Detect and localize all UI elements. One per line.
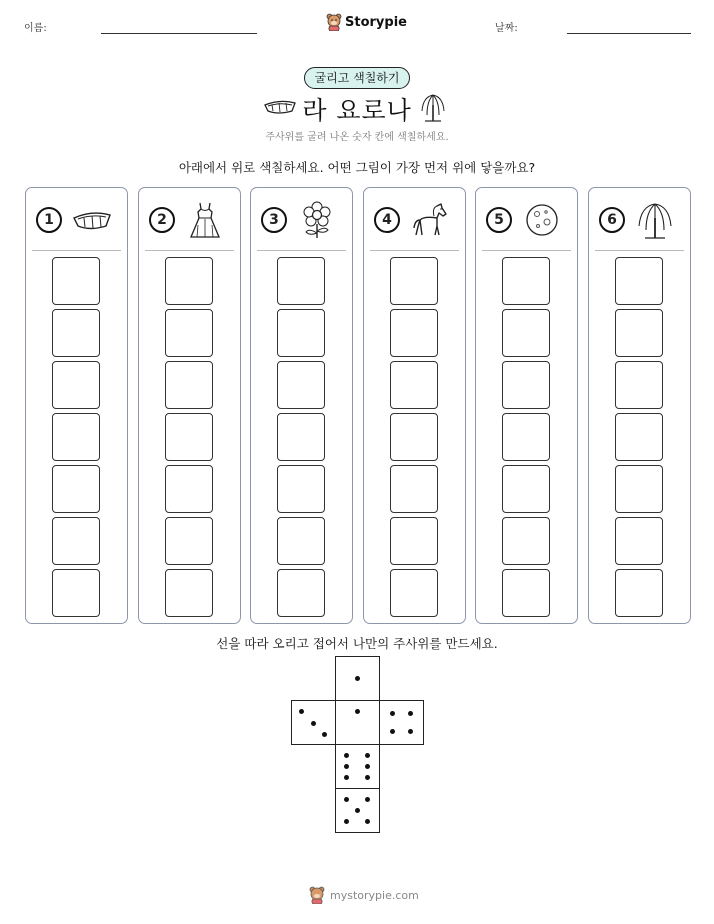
color-box[interactable] bbox=[390, 309, 438, 357]
color-box[interactable] bbox=[52, 517, 100, 565]
color-box[interactable] bbox=[502, 257, 550, 305]
color-box[interactable] bbox=[277, 517, 325, 565]
pip bbox=[365, 753, 370, 758]
brand-name: Storypie bbox=[345, 14, 407, 30]
date-field[interactable] bbox=[567, 33, 691, 34]
color-box[interactable] bbox=[502, 569, 550, 617]
name-label: 이름: bbox=[24, 23, 47, 34]
moon-icon bbox=[522, 200, 562, 240]
willow-tree-icon bbox=[635, 200, 675, 240]
pip bbox=[365, 764, 370, 769]
pip bbox=[390, 711, 395, 716]
column-divider bbox=[595, 250, 684, 251]
pip bbox=[408, 729, 413, 734]
die-face-five bbox=[335, 788, 380, 833]
column-number: 6 bbox=[599, 207, 625, 233]
color-box[interactable] bbox=[502, 517, 550, 565]
color-box[interactable] bbox=[615, 413, 663, 461]
column-number: 3 bbox=[261, 207, 287, 233]
color-box[interactable] bbox=[165, 257, 213, 305]
horse-icon bbox=[410, 200, 450, 240]
activity-badge: 굴리고 색칠하기 bbox=[304, 67, 411, 89]
color-box[interactable] bbox=[390, 361, 438, 409]
name-field[interactable] bbox=[101, 33, 257, 34]
pip bbox=[365, 775, 370, 780]
subtitle: 주사위를 굴려 나온 숫자 칸에 색칠하세요. bbox=[265, 132, 449, 143]
pip bbox=[344, 797, 349, 802]
race-column-3 bbox=[250, 187, 353, 624]
color-box[interactable] bbox=[277, 257, 325, 305]
color-box[interactable] bbox=[502, 465, 550, 513]
pip bbox=[311, 721, 316, 726]
die-face-four bbox=[379, 700, 424, 745]
bear-mascot-icon bbox=[326, 13, 342, 31]
willow-tree-icon bbox=[419, 91, 447, 123]
color-box[interactable] bbox=[52, 569, 100, 617]
pip bbox=[365, 819, 370, 824]
color-box[interactable] bbox=[502, 361, 550, 409]
color-box[interactable] bbox=[165, 569, 213, 617]
pip bbox=[344, 753, 349, 758]
color-box[interactable] bbox=[615, 309, 663, 357]
brand-logo bbox=[326, 13, 407, 31]
die-face-one bbox=[335, 656, 380, 701]
color-box[interactable] bbox=[615, 257, 663, 305]
date-label: 날짜: bbox=[495, 23, 518, 34]
color-box[interactable] bbox=[390, 465, 438, 513]
color-box[interactable] bbox=[502, 309, 550, 357]
color-box[interactable] bbox=[390, 257, 438, 305]
color-box[interactable] bbox=[502, 413, 550, 461]
color-box[interactable] bbox=[615, 465, 663, 513]
pip bbox=[408, 711, 413, 716]
column-divider bbox=[257, 250, 346, 251]
color-box[interactable] bbox=[52, 413, 100, 461]
column-divider bbox=[145, 250, 234, 251]
race-column-6 bbox=[588, 187, 691, 624]
color-box[interactable] bbox=[277, 361, 325, 409]
color-box[interactable] bbox=[52, 361, 100, 409]
color-box[interactable] bbox=[277, 413, 325, 461]
column-number: 2 bbox=[149, 207, 175, 233]
boat-icon bbox=[72, 200, 112, 240]
footer-url[interactable]: mystorypie.com bbox=[330, 888, 419, 902]
column-number: 5 bbox=[486, 207, 512, 233]
die-face-six bbox=[335, 744, 380, 789]
color-box[interactable] bbox=[165, 517, 213, 565]
column-divider bbox=[370, 250, 459, 251]
color-box[interactable] bbox=[52, 465, 100, 513]
column-divider bbox=[482, 250, 571, 251]
pip bbox=[365, 797, 370, 802]
color-box[interactable] bbox=[390, 413, 438, 461]
pip bbox=[355, 676, 360, 681]
pip bbox=[344, 819, 349, 824]
color-box[interactable] bbox=[165, 309, 213, 357]
color-box[interactable] bbox=[277, 569, 325, 617]
pip bbox=[322, 732, 327, 737]
race-column-4 bbox=[363, 187, 466, 624]
color-box[interactable] bbox=[390, 517, 438, 565]
column-divider bbox=[32, 250, 121, 251]
color-box[interactable] bbox=[165, 361, 213, 409]
color-box[interactable] bbox=[615, 517, 663, 565]
color-box[interactable] bbox=[390, 569, 438, 617]
pip bbox=[390, 729, 395, 734]
race-column-1 bbox=[25, 187, 128, 624]
pip bbox=[344, 764, 349, 769]
bear-mascot-icon bbox=[309, 886, 325, 904]
footer bbox=[309, 886, 419, 904]
pip bbox=[344, 775, 349, 780]
color-box[interactable] bbox=[52, 257, 100, 305]
race-column-5 bbox=[475, 187, 578, 624]
column-number: 4 bbox=[374, 207, 400, 233]
pip bbox=[299, 709, 304, 714]
column-number: 1 bbox=[36, 207, 62, 233]
instruction-text: 아래에서 위로 색칠하세요. 어떤 그림이 가장 먼저 위에 닿을까요? bbox=[178, 160, 536, 175]
color-box[interactable] bbox=[615, 361, 663, 409]
die-face-one bbox=[335, 700, 380, 745]
race-column-2 bbox=[138, 187, 241, 624]
color-box[interactable] bbox=[277, 465, 325, 513]
pip bbox=[355, 808, 360, 813]
die-face-three bbox=[291, 700, 336, 745]
flower-icon bbox=[297, 200, 337, 240]
dice-instruction: 선을 따라 오리고 접어서 나만의 주사위를 만드세요. bbox=[216, 636, 498, 651]
color-box[interactable] bbox=[165, 465, 213, 513]
pip bbox=[355, 709, 360, 714]
color-box[interactable] bbox=[277, 309, 325, 357]
page-title: 라 요로나 bbox=[302, 96, 412, 125]
dress-icon bbox=[185, 200, 225, 240]
color-box[interactable] bbox=[615, 569, 663, 617]
color-box[interactable] bbox=[165, 413, 213, 461]
color-box[interactable] bbox=[52, 309, 100, 357]
